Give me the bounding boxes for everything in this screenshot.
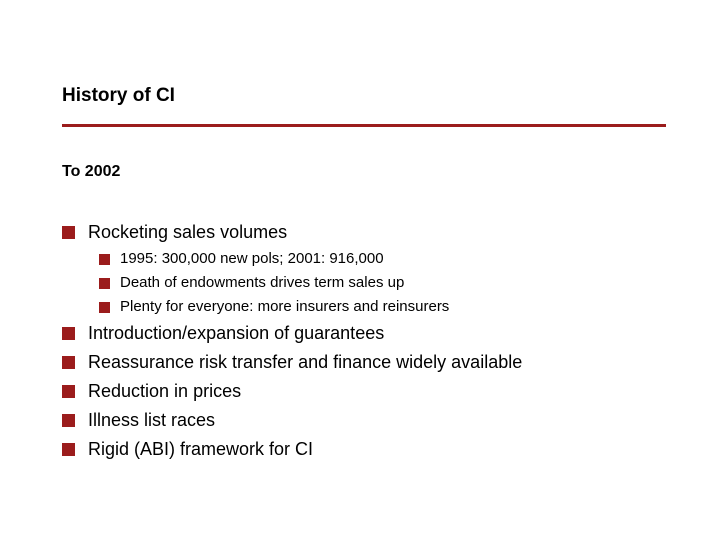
square-bullet-icon [62, 443, 75, 456]
sub-bullet-text: Death of endowments drives term sales up [120, 274, 405, 291]
square-bullet-icon [62, 327, 75, 340]
bullet-text: Rocketing sales volumes [88, 222, 288, 242]
title-divider [62, 124, 666, 127]
square-bullet-icon [99, 302, 110, 313]
square-bullet-icon [62, 226, 75, 239]
sub-bullet-item [62, 271, 682, 295]
bullet-item [62, 348, 682, 377]
square-bullet-icon [99, 254, 110, 265]
bullet-text: Introduction/expansion of guarantees [88, 323, 385, 343]
square-bullet-icon [99, 278, 110, 289]
bullet-text: Illness list races [88, 410, 216, 430]
bullet-item [62, 406, 682, 435]
bullet-item [62, 319, 682, 348]
sub-bullet-item [62, 247, 682, 271]
bullet-item [62, 377, 682, 406]
bullet-item [62, 218, 682, 247]
sub-bullet-text: 1995: 300,000 new pols; 2001: 916,000 [120, 250, 384, 267]
slide-subheading: To 2002 [62, 163, 121, 180]
sub-bullet-item [62, 295, 682, 319]
bullet-item [62, 435, 682, 464]
bullet-text: Reduction in prices [88, 381, 242, 401]
bullet-text: Reassurance risk transfer and finance widely available [88, 352, 523, 372]
square-bullet-icon [62, 385, 75, 398]
bullet-text: Rigid (ABI) framework for CI [88, 439, 314, 459]
sub-bullet-text: Plenty for everyone: more insurers and reinsurers [120, 298, 450, 315]
square-bullet-icon [62, 414, 75, 427]
square-bullet-icon [62, 356, 75, 369]
slide-title: History of CI [62, 85, 175, 106]
bullet-list [62, 218, 682, 464]
